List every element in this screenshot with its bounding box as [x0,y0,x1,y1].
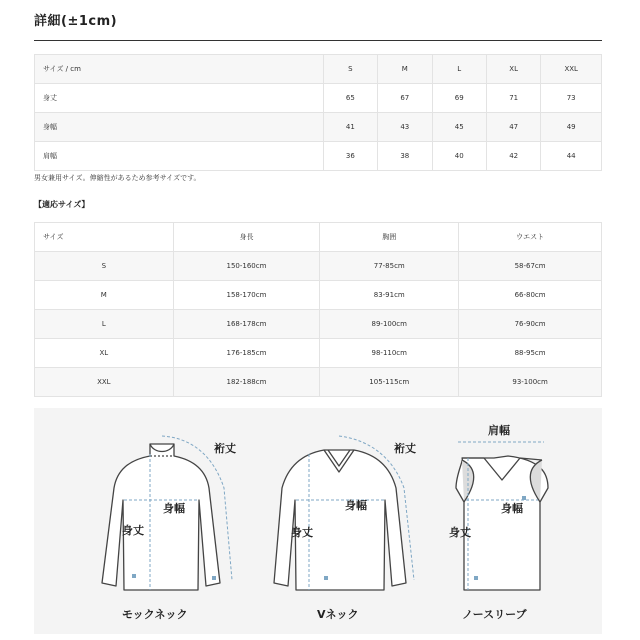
table-cell: 36 [323,142,377,171]
table-row [35,252,602,281]
table-cell: 41 [323,113,377,142]
title-divider [34,40,602,41]
page-title: 詳細(±1cm) [34,14,118,29]
table-cell: M [35,281,174,310]
table-cell: S [35,252,174,281]
unisex-note: 男女兼用サイズ。伸縮性があるため参考サイズです。 [34,174,201,182]
fit-table-header-row [35,223,602,252]
table-cell: 38 [378,142,432,171]
size-table-header: サイズ / cm [35,55,324,84]
table-cell: 71 [486,84,540,113]
table-cell: L [35,310,174,339]
measurement-diagram [34,408,602,634]
table-cell: 98-110cm [320,339,459,368]
table-row [35,113,602,142]
shoulder-width-label: 肩幅 [488,424,510,437]
sleeveless-shirt-icon [456,456,548,590]
size-table-header: S [323,55,377,84]
table-cell: XL [35,339,174,368]
fit-table-header: ウエスト [459,223,602,252]
table-row [35,84,602,113]
size-table-header: M [378,55,432,84]
fit-size-table [34,222,602,397]
mock-neck-shirt-icon [102,444,220,590]
width-label: 身幅 [501,502,523,515]
fit-table-header: サイズ [35,223,174,252]
table-cell: 89-100cm [320,310,459,339]
v-neck-shirt-icon [274,450,406,590]
width-label: 身幅 [163,502,185,515]
garment-name: Vネック [317,608,359,621]
table-cell: 176-185cm [173,339,320,368]
garment-name: モックネック [122,608,188,621]
table-cell: 69 [432,84,486,113]
table-cell: 93-100cm [459,368,602,397]
table-cell: 76-90cm [459,310,602,339]
table-cell: 47 [486,113,540,142]
table-cell: 158-170cm [173,281,320,310]
garment-name: ノースリーブ [462,608,527,621]
length-label: 身丈 [122,524,144,537]
table-cell: 105-115cm [320,368,459,397]
length-label: 身丈 [449,526,471,539]
garment-illustrations [34,408,602,634]
row-label: 肩幅 [35,142,324,171]
table-cell: 168-178cm [173,310,320,339]
table-cell: 66-80cm [459,281,602,310]
table-cell: 40 [432,142,486,171]
fit-table-header: 胸囲 [320,223,459,252]
table-row [35,339,602,368]
fit-size-title: 【適応サイズ】 [34,200,90,209]
table-row [35,310,602,339]
sleeve-length-label: 裄丈 [394,442,416,455]
row-label: 身丈 [35,84,324,113]
table-cell: 88-95cm [459,339,602,368]
fit-table-header: 身長 [173,223,320,252]
table-cell: 65 [323,84,377,113]
table-row [35,281,602,310]
table-cell: 42 [486,142,540,171]
size-table-header: XXL [541,55,602,84]
table-cell: 43 [378,113,432,142]
table-cell: XXL [35,368,174,397]
table-cell: 58-67cm [459,252,602,281]
table-row [35,368,602,397]
table-cell: 67 [378,84,432,113]
table-cell: 44 [541,142,602,171]
size-table-header: L [432,55,486,84]
size-table [34,54,602,171]
table-cell: 73 [541,84,602,113]
table-row [35,142,602,171]
size-table-header-row [35,55,602,84]
table-cell: 49 [541,113,602,142]
sleeve-length-label: 裄丈 [214,442,236,455]
table-cell: 45 [432,113,486,142]
table-cell: 77-85cm [320,252,459,281]
row-label: 身幅 [35,113,324,142]
table-cell: 83-91cm [320,281,459,310]
table-cell: 182-188cm [173,368,320,397]
width-label: 身幅 [345,499,367,512]
size-table-header: XL [486,55,540,84]
length-label: 身丈 [291,526,313,539]
table-cell: 150-160cm [173,252,320,281]
